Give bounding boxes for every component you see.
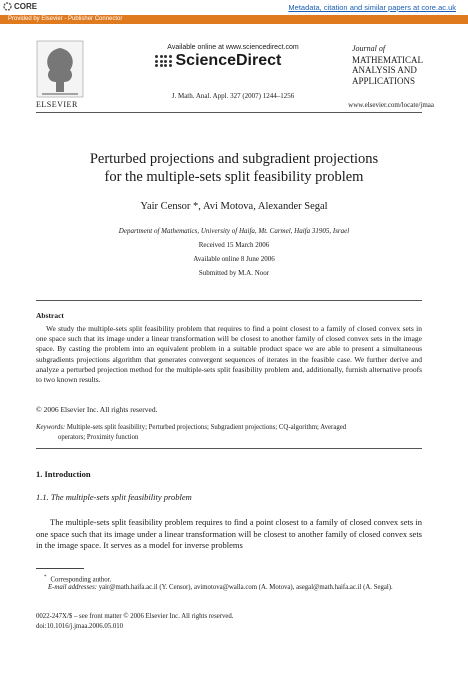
provided-by-strip: [0, 15, 468, 24]
doi-line[interactable]: doi:10.1016/j.jmaa.2006.05.010: [36, 623, 124, 630]
abstract-copyright: © 2006 Elsevier Inc. All rights reserved.: [36, 405, 158, 414]
affiliation: Department of Mathematics, University of Haifa, Mt. Carmel, Haifa 31905, Israel: [118, 227, 350, 235]
submitted-by: Submitted by M.A. Noor: [198, 269, 270, 277]
sciencedirect-logo: [155, 52, 281, 70]
email-footnote: [36, 583, 422, 593]
received-date: Received 15 March 2006: [198, 241, 270, 249]
footnote-star: *: [44, 575, 47, 580]
body-paragraph: The multiple-sets split feasibility problem requires to find a point closest to a family of closed convex sets in one space such that its image under a linear transformation will be closest to another family of closed convex sets in the image space. It serves as a model for inverse problems: [36, 517, 422, 550]
subsection-heading: 1.1. The multiple-sets split feasibility problem: [36, 492, 192, 502]
sciencedirect-dots-icon: [155, 55, 172, 67]
core-metadata-link[interactable]: Metadata, citation and similar papers at core.ac.uk: [288, 3, 456, 12]
corresponding-text: Corresponding author.: [50, 576, 112, 584]
journal-title-line: APPLICATIONS: [352, 75, 416, 86]
header-rule: [36, 112, 422, 113]
section-heading: 1. Introduction: [36, 469, 91, 479]
abstract-heading: Abstract: [36, 311, 64, 320]
journal-url: www.elsevier.com/locate/jmaa: [348, 101, 434, 109]
core-brand: CORE: [14, 2, 38, 11]
journal-title-line: Journal of: [352, 44, 386, 53]
available-online: Available online at www.sciencedirect.com: [167, 44, 299, 51]
author-list: Yair Censor *, Avi Motova, Alexander Segal: [140, 201, 328, 212]
available-date: Available online 8 June 2006: [193, 255, 275, 263]
provided-by-text[interactable]: Provided by Elsevier - Publisher Connector: [8, 16, 123, 22]
abstract-bottom-rule: [36, 448, 422, 449]
keywords: [36, 423, 422, 442]
journal-citation: J. Math. Anal. Appl. 327 (2007) 1244–1256: [171, 92, 295, 100]
journal-title: [352, 44, 442, 86]
email-label: E-mail addresses:: [48, 584, 98, 591]
article-title-line: Perturbed projections and subgradient projections: [89, 151, 379, 167]
abstract-top-rule: [36, 300, 422, 301]
keywords-label: Keywords:: [36, 424, 66, 431]
article-title-line: for the multiple-sets split feasibility problem: [104, 169, 364, 185]
journal-title-line: ANALYSIS AND: [352, 65, 417, 75]
footnote-rule: [36, 568, 84, 569]
keywords-line: Multiple-sets split feasibility; Perturbed projections; Subgradient projections; CQ-algorithm; Averaged: [66, 424, 347, 431]
core-logo[interactable]: [3, 2, 37, 11]
article-title: [30, 150, 438, 186]
elsevier-tree-logo: [36, 40, 84, 98]
abstract-text: We study the multiple-sets split feasibility problem that requires to find a point closest to a family of closed convex sets in one space such that its image under a linear transformation will be closest to another family of closed convex sets in the image space. By casting the problem into an equivalent problem in a suitable product space we are able to present a simultaneous subgradients projections algorithm that generates convergent sequences of iterates in the feasible case. We further derive and analyze a perturbed projection method for the multiple-sets split feasibility problem and, additionally, furnish alternative proofs to two known results.: [36, 324, 422, 385]
keywords-line: operators; Proximity function: [58, 433, 139, 441]
core-icon: [3, 2, 12, 11]
publisher-name: ELSEVIER: [36, 100, 78, 109]
journal-title-line: MATHEMATICAL: [352, 54, 423, 65]
issn-line: 0022-247X/$ – see front matter © 2006 Elsevier Inc. All rights reserved.: [36, 613, 234, 620]
email-list: yair@math.haifa.ac.il (Y. Censor), avimotova@walla.com (A. Motova), asegal@math.haifa.ac.il (A. Segal).: [98, 584, 393, 591]
sciencedirect-wordmark: ScienceDirect: [175, 52, 282, 69]
